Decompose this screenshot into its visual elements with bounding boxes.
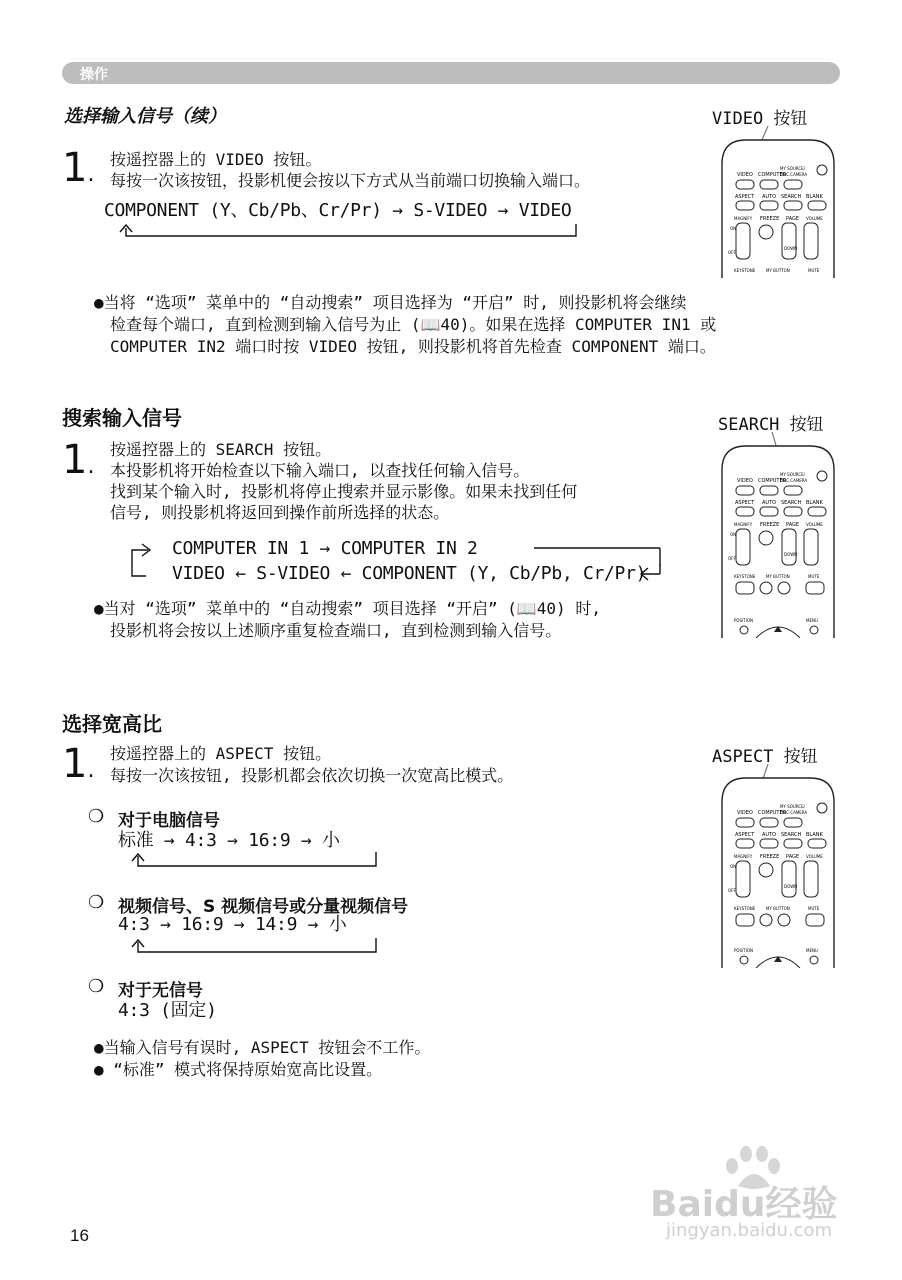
cycle-return-arrow — [126, 850, 386, 874]
step-text: 每按一次该按钮，投影机便会按以下方式从当前端口切换输入端口。 — [110, 171, 591, 190]
remote-text-keystone: KEYSTONE — [734, 906, 756, 911]
step-number: 1. — [62, 145, 95, 191]
header-bar — [62, 62, 840, 84]
remote-text-freeze: FREEZE — [760, 854, 780, 860]
remote-text-page: PAGE — [786, 854, 800, 860]
remote-text-on: ON — [730, 864, 737, 869]
remote-text-on: ON — [730, 532, 737, 537]
remote-label-video: VIDEO 按钮 — [712, 109, 808, 129]
remote-text-auto: AUTO — [762, 832, 777, 838]
remote-text-video: VIDEO — [737, 810, 753, 816]
remote-text-doccamera: DOC.CAMERA — [780, 810, 808, 815]
sub-title-video: 视频信号、S 视频信号或分量视频信号 — [118, 897, 409, 917]
remote-text-keystone: KEYSTONE — [734, 268, 756, 273]
remote-text-mute: MUTE — [808, 574, 820, 579]
remote-control-video — [718, 126, 838, 278]
remote-text-search: SEARCH — [781, 194, 802, 200]
cycle-return-arrow — [112, 222, 582, 244]
remote-text-down: DOWN — [784, 884, 798, 889]
remote-text-volume: VOLUME — [806, 522, 823, 527]
section-title-search-input: 搜索输入信号 — [62, 406, 182, 430]
remote-text-off: OFF — [728, 556, 736, 561]
step-text: 按遥控器上的 ASPECT 按钮。 — [110, 744, 332, 763]
remote-text-magnify: MAGNIFY — [734, 854, 753, 859]
option-circle-icon: ❍ — [88, 892, 105, 913]
header-label: 操作 — [80, 67, 108, 83]
remote-text-volume: VOLUME — [806, 216, 823, 221]
sub-title-no-signal: 对于无信号 — [118, 981, 203, 1001]
step-text: 找到某个输入时, 投影机将停止搜索并显示影像。如果未找到任何 — [110, 482, 578, 501]
search-flow-bottom: VIDEO ← S-VIDEO ← COMPONENT (Y, Cb/Pb, Cr/Pr) — [172, 563, 647, 584]
step-text: 按遥控器上的 SEARCH 按钮。 — [110, 440, 332, 459]
step-number: 1. — [62, 741, 95, 787]
step-text: 每按一次该按钮, 投影机都会依次切换一次宽高比模式。 — [110, 766, 514, 785]
remote-text-search: SEARCH — [781, 500, 802, 506]
note-bullet: ●当对 “选项” 菜单中的 “自动搜索” 项目选择 “开启” (📖40) 时, — [94, 599, 601, 618]
remote-text-auto: AUTO — [762, 500, 777, 506]
remote-label-aspect: ASPECT 按钮 — [712, 747, 818, 767]
sub-title-computer: 对于电脑信号 — [118, 811, 220, 831]
remote-text-mybutton: MY BUTTON — [766, 906, 790, 911]
step-text: 本投影机将开始检查以下输入端口, 以查找任何输入信号。 — [110, 461, 530, 480]
option-circle-icon: ❍ — [88, 976, 105, 997]
remote-text-magnify: MAGNIFY — [734, 216, 753, 221]
note-bullet: ●当输入信号有误时, ASPECT 按钮会不工作。 — [94, 1038, 431, 1057]
remote-text-mybutton: MY BUTTON — [766, 268, 790, 273]
remote-text-magnify: MAGNIFY — [734, 522, 753, 527]
aspect-flow-video: 4:3 → 16:9 → 14:9 → 小 — [118, 914, 347, 935]
option-circle-icon: ❍ — [88, 806, 105, 827]
watermark-url: jingyan.baidu.com — [666, 1220, 833, 1241]
remote-text-volume: VOLUME — [806, 854, 823, 859]
remote-text-computer: COMPUTER — [758, 810, 787, 816]
search-flow-top: COMPUTER IN 1 → COMPUTER IN 2 — [172, 538, 478, 559]
remote-label-search: SEARCH 按钮 — [718, 415, 824, 435]
remote-text-video: VIDEO — [737, 478, 753, 484]
page-number: 16 — [70, 1226, 89, 1245]
remote-text-doccamera: DOC.CAMERA — [780, 478, 808, 483]
remote-text-off: OFF — [728, 250, 736, 255]
cycle-return-arrow — [126, 936, 386, 960]
remote-text-aspect: ASPECT — [735, 194, 755, 200]
remote-text-aspect: ASPECT — [735, 832, 755, 838]
note-bullet: 检查每个端口, 直到检测到输入信号为止 (📖40)。如果在选择 COMPUTER IN1 或 — [110, 315, 717, 334]
step-text: 按遥控器上的 VIDEO 按钮。 — [110, 150, 322, 169]
remote-text-computer: COMPUTER — [758, 172, 787, 178]
remote-text-aspect: ASPECT — [735, 500, 755, 506]
remote-text-auto: AUTO — [762, 194, 777, 200]
section-title-aspect: 选择宽高比 — [62, 712, 162, 736]
remote-text-video: VIDEO — [737, 172, 753, 178]
remote-text-blank: BLANK — [806, 194, 823, 200]
section-title-select-input: 选择输入信号（续） — [64, 106, 226, 127]
remote-text-mysource: MY SOURCE/ — [780, 804, 806, 809]
remote-text-position: POSITION — [734, 948, 754, 953]
remote-text-freeze: FREEZE — [760, 522, 780, 528]
note-bullet: 投影机将会按以上述顺序重复检查端口, 直到检测到输入信号。 — [110, 621, 562, 640]
note-bullet: COMPUTER IN2 端口时按 VIDEO 按钮, 则投影机将首先检查 COMPONENT 端口。 — [110, 337, 716, 356]
input-cycle-flow: COMPONENT (Y、Cb/Pb、Cr/Pr) → S-VIDEO → VIDEO — [104, 200, 572, 221]
remote-text-page: PAGE — [786, 216, 800, 222]
remote-text-down: DOWN — [784, 246, 798, 251]
remote-text-mute: MUTE — [808, 906, 820, 911]
remote-control-aspect — [718, 764, 838, 968]
remote-text-blank: BLANK — [806, 500, 823, 506]
remote-text-blank: BLANK — [806, 832, 823, 838]
note-bullet: ●当将 “选项” 菜单中的 “自动搜索” 项目选择为 “开启” 时, 则投影机将会继续 — [94, 293, 687, 312]
remote-text-on: ON — [730, 226, 737, 231]
remote-text-position: POSITION — [734, 618, 754, 623]
note-bullet: ● “标准” 模式将保持原始宽高比设置。 — [94, 1060, 383, 1079]
remote-text-mysource: MY SOURCE/ — [780, 166, 806, 171]
remote-text-mysource: MY SOURCE/ — [780, 472, 806, 477]
remote-text-off: OFF — [728, 888, 736, 893]
remote-text-mybutton: MY BUTTON — [766, 574, 790, 579]
remote-text-keystone: KEYSTONE — [734, 574, 756, 579]
step-text: 信号, 则投影机将返回到操作前所选择的状态。 — [110, 503, 450, 522]
remote-text-mute: MUTE — [808, 268, 820, 273]
aspect-flow-computer: 标准 → 4:3 → 16:9 → 小 — [118, 830, 340, 851]
remote-text-menu: MENU — [806, 948, 818, 953]
step-number: 1. — [62, 437, 95, 483]
remote-text-computer: COMPUTER — [758, 478, 787, 484]
aspect-flow-no-signal: 4:3 (固定) — [118, 1000, 217, 1021]
remote-text-doccamera: DOC.CAMERA — [780, 172, 808, 177]
remote-text-menu: MENU — [806, 618, 818, 623]
remote-text-down: DOWN — [784, 552, 798, 557]
return-arrow — [636, 560, 666, 584]
remote-control-search — [718, 432, 838, 638]
watermark-brand: Baidu经验 — [650, 1184, 838, 1225]
remote-text-search: SEARCH — [781, 832, 802, 838]
remote-text-freeze: FREEZE — [760, 216, 780, 222]
remote-text-page: PAGE — [786, 522, 800, 528]
